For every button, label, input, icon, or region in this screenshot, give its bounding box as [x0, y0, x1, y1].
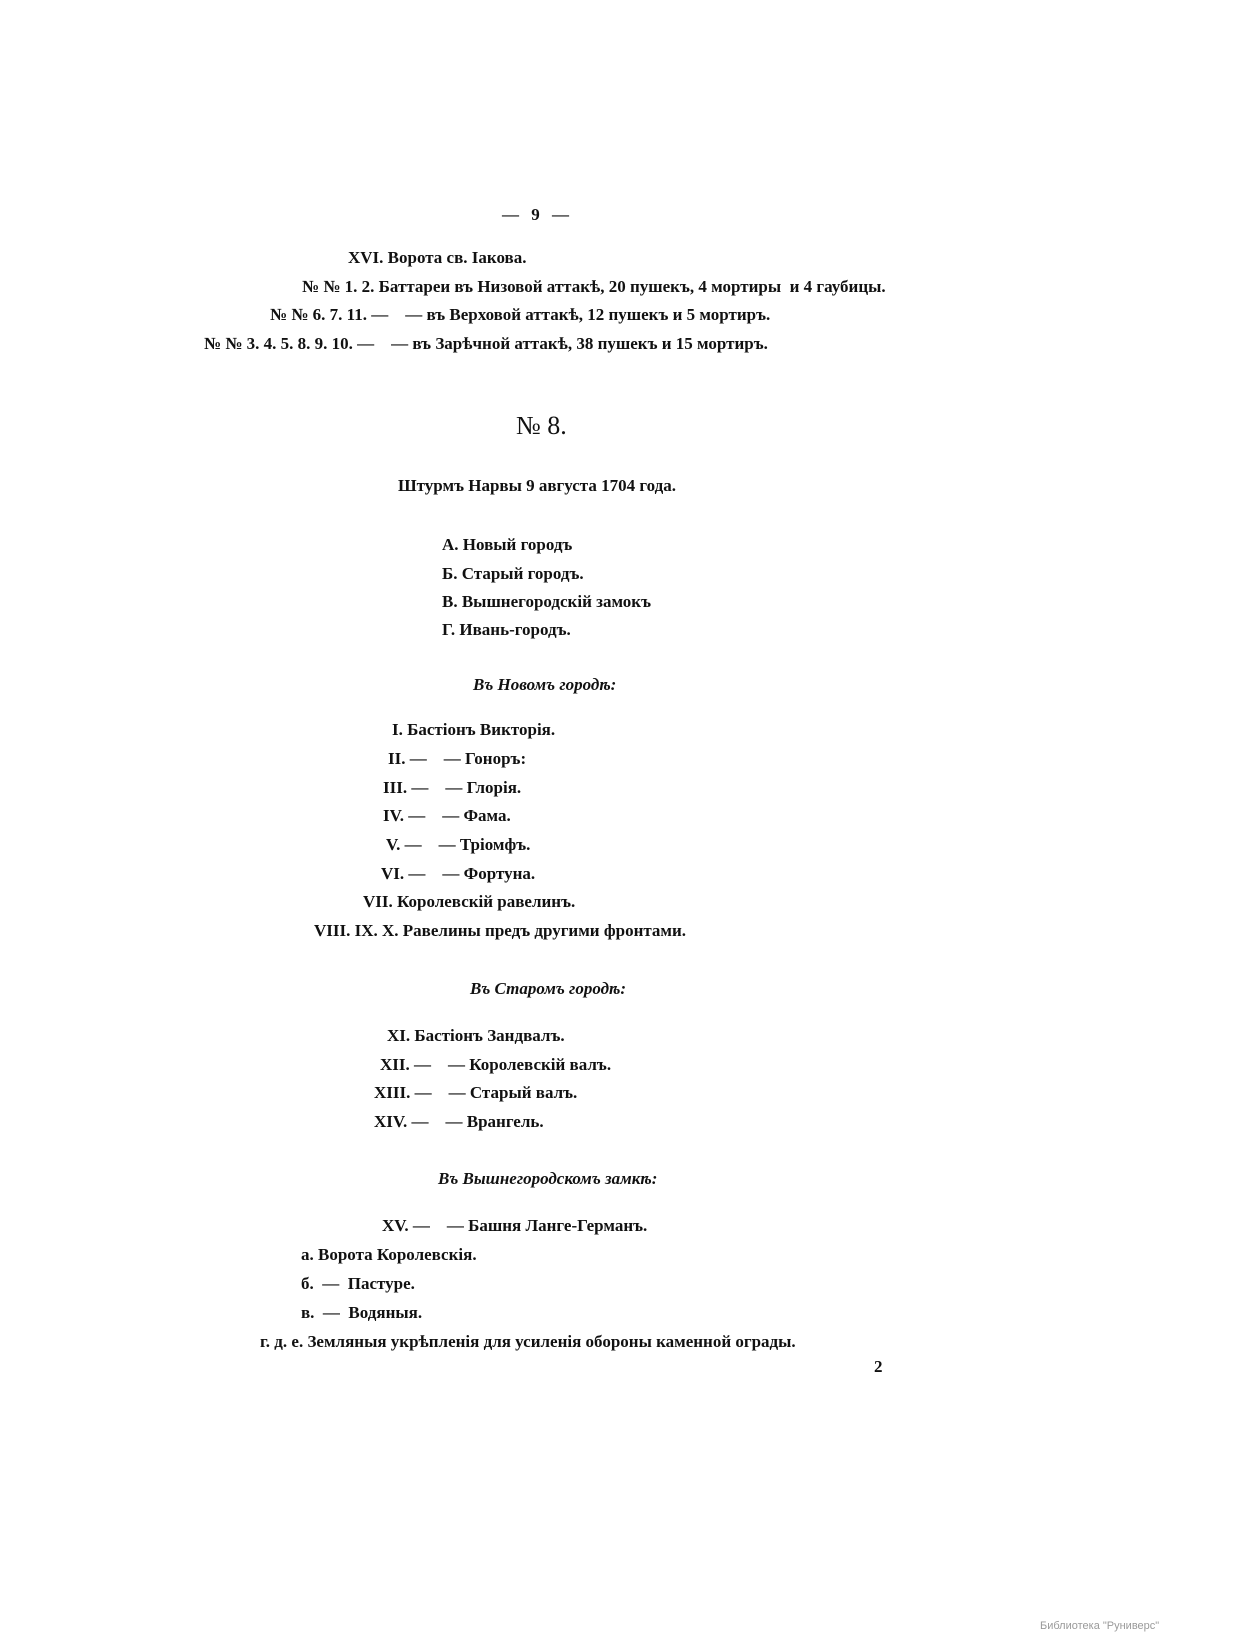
page-title: Штурмъ Нарвы 9 августа 1704 года.	[398, 476, 677, 495]
list-item: XV. — — Башня Ланге-Германъ.	[382, 1216, 648, 1235]
sheet-signature: 2	[874, 1357, 883, 1376]
list-item: б. — Пастуре.	[301, 1274, 415, 1293]
list-item: XIII. — — Старый валъ.	[374, 1083, 578, 1102]
library-watermark: Библиотека "Руниверс"	[1040, 1620, 1160, 1632]
list-item: Г. Ивань-городъ.	[442, 620, 571, 639]
list-item: IV. — — Фама.	[383, 806, 511, 825]
page-number-header: — 9 —	[502, 205, 569, 224]
list-item: VI. — — Фортуна.	[381, 864, 536, 883]
list-item: в. — Водяныя.	[301, 1303, 423, 1322]
list-item: № № 6. 7. 11. — — въ Верховой аттакѣ, 12 пушекъ и 5 мортиръ.	[270, 305, 771, 324]
section-heading-new-town: Въ Новомъ городѣ:	[473, 675, 617, 694]
list-item: а. Ворота Королевскія.	[301, 1245, 477, 1264]
list-item: VIII. IX. X. Равелины предъ другими фронтами.	[314, 921, 687, 940]
list-item: II. — — Гоноръ:	[388, 749, 527, 768]
section-number: № 8.	[516, 411, 567, 440]
section-heading-old-town: Въ Старомъ городѣ:	[470, 979, 627, 998]
list-item: XVI. Ворота св. Іакова.	[348, 248, 527, 267]
list-item: XII. — — Королевскій валъ.	[380, 1055, 612, 1074]
list-item: XI. Бастіонъ Зандвалъ.	[387, 1026, 565, 1045]
list-item: г. д. е. Земляныя укрѣпленія для усиленія обороны каменной ограды.	[260, 1332, 796, 1351]
list-item: Б. Старый городъ.	[442, 564, 584, 583]
list-item: V. — — Тріомфъ.	[386, 835, 531, 854]
list-item: В. Вышнегородскій замокъ	[442, 592, 652, 611]
list-item: XIV. — — Врангель.	[374, 1112, 544, 1131]
list-item: I. Бастіонъ Викторія.	[392, 720, 556, 739]
list-item: А. Новый городъ	[442, 535, 573, 554]
list-item: № № 1. 2. Баттареи въ Низовой аттакѣ, 20 пушекъ, 4 мортиры и 4 гаубицы.	[302, 277, 886, 296]
list-item: III. — — Глорія.	[383, 778, 522, 797]
section-heading-castle: Въ Вышнегородскомъ замкѣ:	[438, 1169, 658, 1188]
list-item: VII. Королевскій равелинъ.	[363, 892, 576, 911]
list-item: № № 3. 4. 5. 8. 9. 10. — — въ Зарѣчной аттакѣ, 38 пушекъ и 15 мортиръ.	[204, 334, 768, 353]
